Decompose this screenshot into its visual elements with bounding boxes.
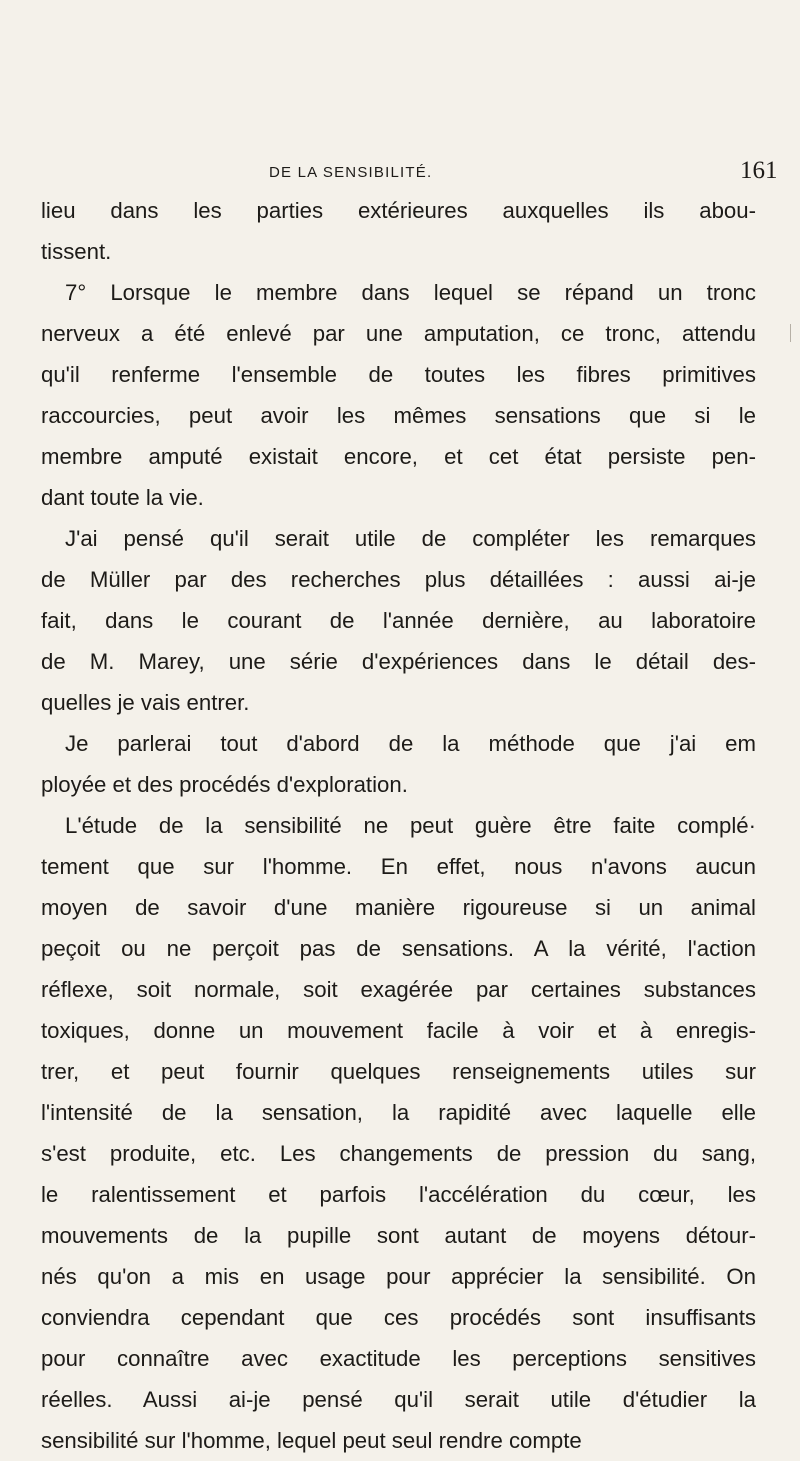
text-line: L'étude de la sensibilité ne peut guère être faite complé· bbox=[65, 813, 756, 838]
text-line: le ralentissement et parfois l'accélération du cœur, les bbox=[41, 1182, 756, 1207]
text-line: réflexe, soit normale, soit exagérée par certaines substances bbox=[41, 977, 756, 1002]
text-line: tement que sur l'homme. En effet, nous n'avons aucun bbox=[41, 854, 756, 879]
text-line: pour connaître avec exactitude les perceptions sensitives bbox=[41, 1346, 756, 1371]
text-line: toxiques, donne un mouvement facile à voir et à enregis- bbox=[41, 1018, 756, 1043]
body-text bbox=[41, 190, 756, 1461]
text-line: sensibilité sur l'homme, lequel peut seul rendre compte bbox=[41, 1428, 582, 1453]
text-line: raccourcies, peut avoir les mêmes sensations que si le bbox=[41, 403, 756, 428]
text-line: J'ai pensé qu'il serait utile de compléter les remarques bbox=[65, 526, 756, 551]
text-line: s'est produite, etc. Les changements de pression du sang, bbox=[41, 1141, 756, 1166]
text-line: dant toute la vie. bbox=[41, 485, 204, 510]
text-line: de Müller par des recherches plus détaillées : aussi ai-je bbox=[41, 567, 756, 592]
text-line: 7° Lorsque le membre dans lequel se répand un tronc bbox=[65, 280, 756, 305]
text-line: nerveux a été enlevé par une amputation, ce tronc, attendu bbox=[41, 321, 756, 346]
text-line: ployée et des procédés d'exploration. bbox=[41, 772, 408, 797]
text-line: l'intensité de la sensation, la rapidité avec laquelle elle bbox=[41, 1100, 756, 1125]
text-line: qu'il renferme l'ensemble de toutes les fibres primitives bbox=[41, 362, 756, 387]
text-line: Je parlerai tout d'abord de la méthode que j'ai em bbox=[65, 731, 756, 756]
text-line: nés qu'on a mis en usage pour apprécier la sensibilité. On bbox=[41, 1264, 756, 1289]
text-line: tissent. bbox=[41, 239, 112, 264]
text-line: moyen de savoir d'une manière rigoureuse si un animal bbox=[41, 895, 756, 920]
text-line: fait, dans le courant de l'année dernière, au laboratoire bbox=[41, 608, 756, 633]
page-header bbox=[0, 157, 800, 190]
running-head: DE LA SENSIBILITÉ. bbox=[269, 164, 433, 181]
scan-mark bbox=[790, 324, 791, 342]
text-line: réelles. Aussi ai-je pensé qu'il serait utile d'étudier la bbox=[41, 1387, 756, 1412]
text-line: quelles je vais entrer. bbox=[41, 690, 250, 715]
text-line: conviendra cependant que ces procédés sont insuffisants bbox=[41, 1305, 756, 1330]
text-line: mouvements de la pupille sont autant de moyens détour- bbox=[41, 1223, 756, 1248]
text-line: trer, et peut fournir quelques renseignements utiles sur bbox=[41, 1059, 756, 1084]
text-line: peçoit ou ne perçoit pas de sensations. A la vérité, l'action bbox=[41, 936, 756, 961]
text-line: de M. Marey, une série d'expériences dans le détail des- bbox=[41, 649, 756, 674]
text-line: lieu dans les parties extérieures auxquelles ils abou- bbox=[41, 198, 756, 223]
page-number: 161 bbox=[740, 157, 778, 184]
text-line: membre amputé existait encore, et cet état persiste pen- bbox=[41, 444, 756, 469]
